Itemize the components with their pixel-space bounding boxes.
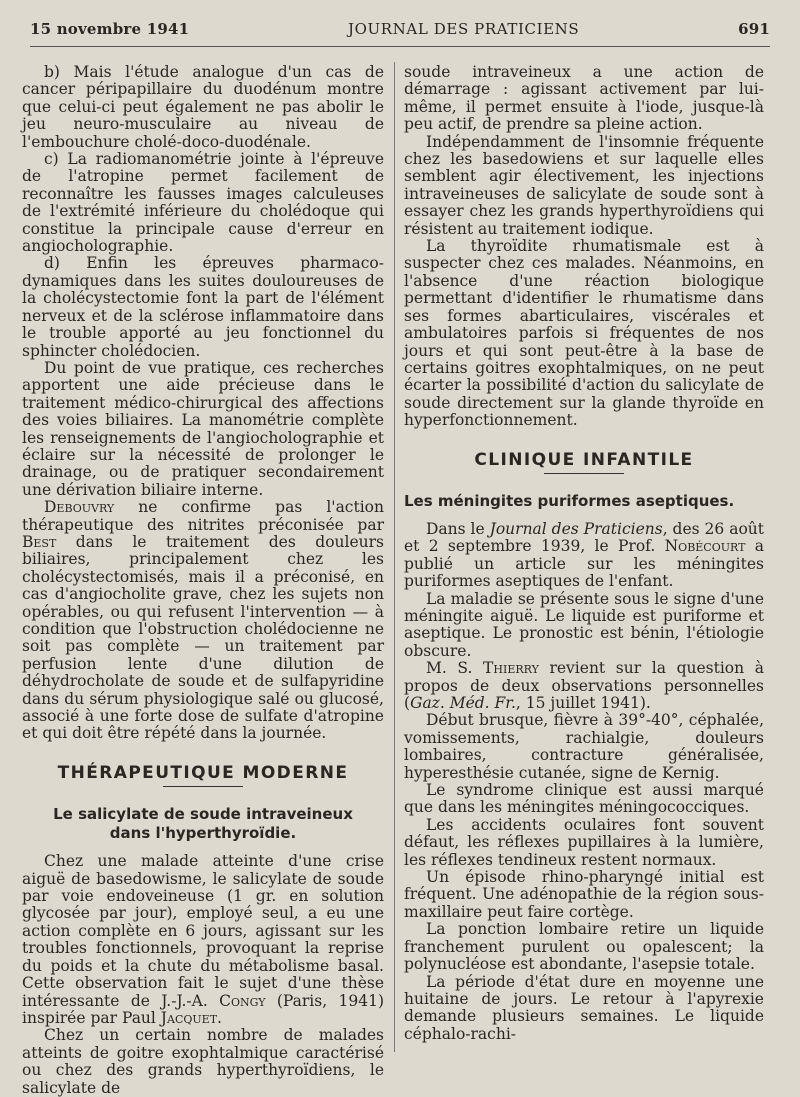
header-date: 15 novembre 1941	[30, 20, 190, 38]
author-name: Debouvry	[44, 498, 115, 517]
paragraph: Indépendamment de l'insomnie fréquente chez les basedowiens et sur laquelle elles semblent agir électivement, les injections intraveineuses de salicylate de soude sont à essayer chez les grands hyperthyroïdiens qui résistent au traitement iodique.	[404, 132, 764, 238]
paragraph: Dans le Journal des Praticiens, des 26 août et 2 septembre 1939, le Prof. Nobécourt a publié un article sur les méningites puriformes aseptiques de l'enfant.	[404, 519, 764, 591]
running-header	[30, 20, 770, 47]
article-title: Le salicylate de soude intraveineux dans l'hyperthyroïdie.	[53, 805, 353, 843]
author-name: Thierry	[483, 659, 539, 678]
paragraph: Chez un certain nombre de malades atteints de goitre exophtalmique caractérisé ou chez des grands hyperthyroïdiens, le salicylate de	[22, 1026, 384, 1097]
journal-reference: Journal des Praticiens	[489, 519, 663, 538]
paragraph: soude intraveineux a une action de démarrage : agissant activement par lui-même, il permet ensuite à l'iode, jusque-là peu actif, de prendre sa pleine action.	[404, 63, 764, 134]
paragraph: Un épisode rhino-pharyngé initial est fréquent. Une adénopathie de la région sous-maxillaire peut faire cortège.	[404, 868, 764, 921]
journal-reference: Gaz. Méd. Fr.	[410, 694, 516, 712]
paragraph: La thyroïdite rhumatismale est à suspecter chez ces malades. Néanmoins, en l'absence d'une réaction biologique permettant d'identifier le rhumatisme dans ses formes abarticulaires, viscérales et ambulatoires parfois si fréquentes de nos jours et qui sont peut-être à la base de certains goitres exophtalmiques, on ne peut écarter la possibilité d'action du salicylate de soude directement sur la glande thyroïde en hyperfonctionnement.	[404, 237, 764, 430]
column-divider	[394, 62, 395, 1052]
author-name: Best	[22, 532, 57, 551]
paragraph: Chez une malade atteinte d'une crise aiguë de basedowisme, le salicylate de soude par voie endoveineuse (1 gr. en solution glycosée par jour), employé seul, a eu une action complète en 6 jours, agissant sur les troubles fonctionnels, provoquant la reprise du poids et la chute du métabolisme basal. Cette observation fait le sujet d'une thèse intéressante de J.-J.-A. Congy (Paris, 1941) inspirée par Paul Jacquet.	[22, 852, 384, 1027]
section-rule	[163, 786, 243, 787]
right-column	[404, 64, 764, 1043]
paragraph: M. S. Thierry revient sur la question à propos de deux observations personnelles (Gaz. Méd. Fr., 15 juillet 1941).	[404, 659, 764, 712]
journal-title: JOURNAL DES PRATICIENS	[348, 20, 580, 38]
paragraph: d) Enfin les épreuves pharmaco-dynamiques dans les suites douloureuses de la cholécystectomie font la part de l'élément nerveux et de la sclérose inflammatoire dans le trouble apporté au jeu fonctionnel du sphincter cholédocien.	[22, 254, 384, 360]
paragraph: La ponction lombaire retire un liquide franchement purulent ou opalescent; la polynucléose est abondante, l'asepsie totale.	[404, 920, 764, 974]
author-name: Nobécourt	[664, 537, 746, 556]
paragraph: c) La radiomanométrie jointe à l'épreuve de l'atropine permet facilement de reconnaître les fausses images calculeuses de l'extrémité inférieure du cholédoque qui constitue la principale cause d'erreur en angiocholographie.	[22, 150, 384, 256]
paragraph: Le syndrome clinique est aussi marqué que dans les méningites méningococciques.	[404, 781, 764, 817]
section-rule	[544, 473, 624, 474]
left-column	[22, 64, 384, 1097]
paragraph: Du point de vue pratique, ces recherches apportent une aide précieuse dans le traitement médico-chirurgical des affections des voies biliaires. La manométrie complète les renseignements de l'angiocholographie et éclaire sur la nécessité de prolonger le drainage, ou de pratiquer secondairement une dérivation biliaire interne.	[22, 358, 384, 499]
section-heading: CLINIQUE INFANTILE	[474, 449, 694, 470]
paragraph: Début brusque, fièvre à 39°-40°, céphalée, vomissements, rachialgie, douleurs lombaires, contracture généralisée, hyperesthésie cutanée, signe de Kernig.	[404, 711, 764, 782]
paragraph: Les accidents oculaires font souvent défaut, les réflexes pupillaires à la lumière, les réflexes tendineux restent normaux.	[404, 815, 764, 869]
section-heading: THÉRAPEUTIQUE MODERNE	[57, 762, 349, 783]
paragraph: La maladie se présente sous le signe d'une méningite aiguë. Le liquide est puriforme et aseptique. Le pronostic est bénin, l'étiologie obscure.	[404, 589, 764, 660]
paragraph: Debouvry ne confirme pas l'action thérapeutique des nitrites préconisée par Best dans le traitement des douleurs biliaires, principalement chez les cholécystectomisés, mais il a préconisé, en cas d'angiocholite grave, chez les sujets non opérables, ou qui refusent l'intervention — à condition que l'obstruction cholédocienne ne soit pas complète — un traitement par perfusion lente d'une dilution de déhydrocholate de soude et de sulfapyridine dans du sérum physiologique salé ou glucosé, associé à une forte dose de sulfate d'atropine et qui doit être répété dans la journée.	[22, 498, 384, 743]
page-number: 691	[738, 20, 770, 38]
article-title: Les méningites puriformes aseptiques.	[404, 491, 735, 510]
author-name: Jacquet	[160, 1008, 218, 1027]
author-name: Congy	[219, 991, 266, 1010]
paragraph: b) Mais l'étude analogue d'un cas de cancer péripapillaire du duodénum montre que celui-ci peut également ne pas abolir le jeu neuro-musculaire au niveau de l'embouchure cholé-doco-duodénale.	[22, 63, 384, 151]
paragraph: La période d'état dure en moyenne une huitaine de jours. Le retour à l'apyrexie demande plusieurs semaines. Le liquide céphalo-rachi-	[404, 972, 764, 1043]
